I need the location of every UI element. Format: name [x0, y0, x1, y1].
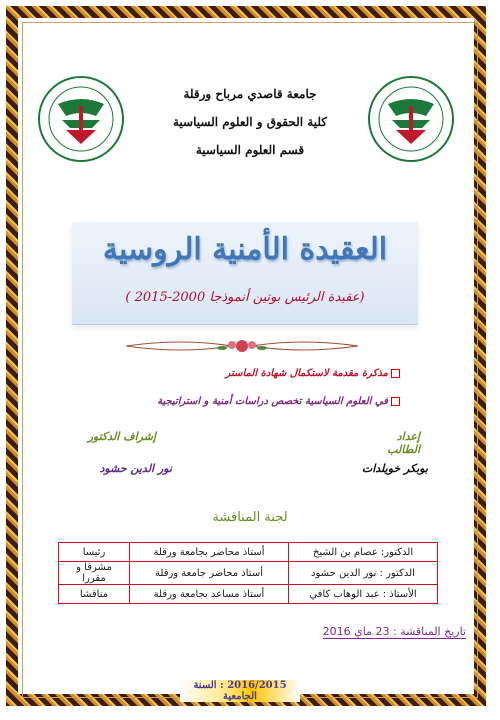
academic-year: 2016/2015 : السنة الجامعية [180, 680, 300, 702]
member-rank: أستاذ محاضر جامعة ورقلة [130, 562, 289, 585]
committee-title: لجنة المناقشة [212, 510, 288, 525]
department-name: قسم العلوم السياسية [195, 143, 305, 157]
memo-text: مذكرة مقدمة لاستكمال شهادة الماستر [225, 368, 388, 379]
member-name: الأستاذ : عبد الوهاب كافي [289, 585, 438, 604]
title-box [72, 222, 418, 325]
university-logo-right [366, 74, 456, 164]
table-row [59, 543, 438, 562]
member-rank: أستاذ مساعد بجامعة ورقلة [130, 585, 289, 604]
table-row [59, 562, 438, 585]
thesis-title: العقيدة الأمنية الروسية [102, 232, 388, 267]
floral-ornament [122, 336, 362, 356]
university-logo-left [36, 74, 126, 164]
student-name: بوبكر خويلدات [361, 462, 428, 475]
supervisor-name: نور الدين حشود [99, 462, 172, 475]
institution-header [150, 80, 350, 164]
thesis-subtitle: (عقيدة الرئيس بوتين أنموذجا 2000-2015 ) [125, 290, 365, 305]
member-name: الدكتور: عصام بن الشيخ [289, 543, 438, 562]
member-role: رئيسا [59, 543, 130, 562]
faculty-name: كلية الحقوق و العلوم السياسية [172, 115, 328, 129]
square-bullet-icon [391, 369, 400, 378]
supervisor-label: إشراف الدكتور [87, 430, 156, 443]
square-bullet-icon [391, 397, 400, 406]
committee-table [58, 542, 438, 604]
member-role: مناقشا [59, 585, 130, 604]
field-text: في العلوم السياسية تخصص دراسات أمنية و استراتيجية [157, 396, 388, 407]
university-name: جامعة قاصدي مرباح ورقلة [183, 87, 317, 101]
member-role: مشرفا و مقررا [59, 562, 130, 585]
member-rank: أستاذ محاضر بجامعة ورقلة [130, 543, 289, 562]
defense-date-text: تاريخ المناقشة : 23 ماي 2016 [322, 625, 466, 638]
defense-date [310, 625, 466, 638]
memo-line [170, 368, 400, 379]
member-name: الدكتور : نور الدين حشود [289, 562, 438, 585]
table-row [59, 585, 438, 604]
field-line [60, 396, 400, 407]
student-label: إعداد الطالب [387, 430, 420, 456]
